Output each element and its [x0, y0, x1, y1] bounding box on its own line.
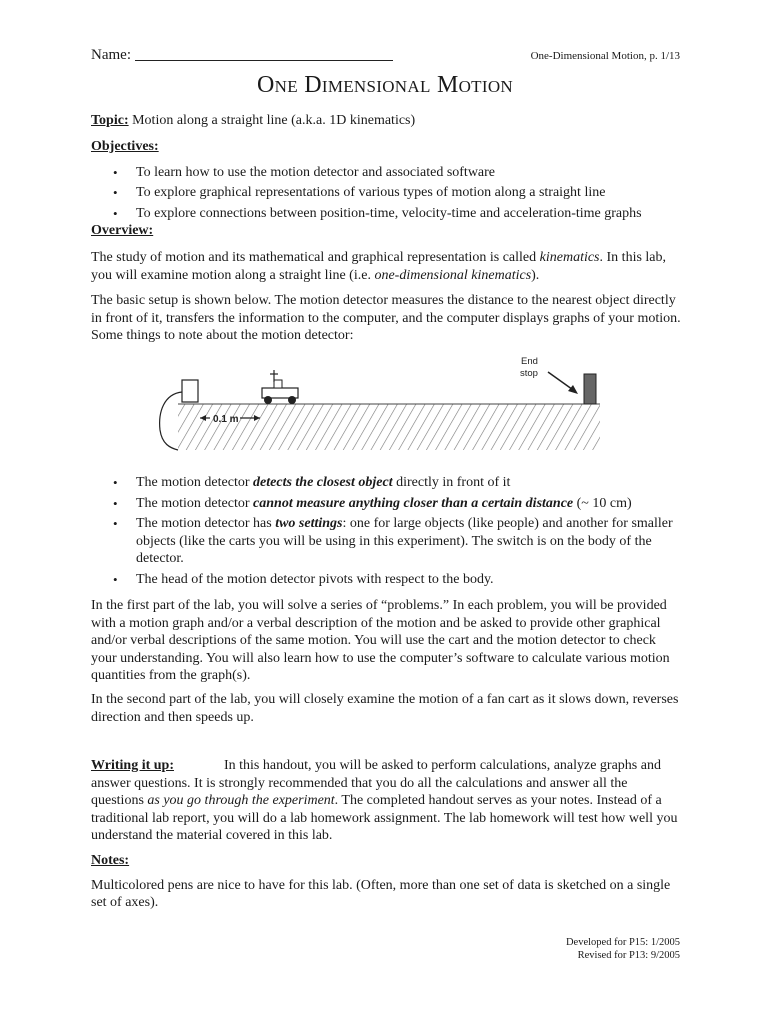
- part-two-paragraph: In the second part of the lab, you will closely examine the motion of a fan cart as it slows down, reverses direction and then speeds up.: [91, 692, 679, 725]
- topic-line: Topic: Motion along a straight line (a.k.a. 1D kinematics): [91, 113, 416, 128]
- notes-text: Multicolored pens are nice to have for this lab. (Often, more than one set of data is sketched on a single set of axes).: [91, 877, 671, 910]
- end-stop-block-icon: [584, 374, 596, 404]
- objectives-heading: Objectives:: [91, 139, 159, 154]
- end-stop-label-2: stop: [520, 368, 538, 379]
- list-item: • The motion detector has two settings: one for large objects (like people) and another for smaller objects (like the carts you will be using in this experiment). The switch is on the body of the detector.: [91, 515, 681, 568]
- motion-detector-icon: [182, 380, 198, 402]
- track-hatching: [178, 404, 600, 450]
- topic-heading: Topic:: [91, 113, 129, 128]
- detector-notes-section: [91, 474, 681, 588]
- page-footer: Developed for P15: 1/2005 Revised for P13: 9/2005: [565, 937, 680, 961]
- distance-label: 0.1 m: [213, 414, 239, 425]
- list-item: • The head of the motion detector pivots with respect to the body.: [91, 571, 681, 589]
- writing-heading: Writing it up:: [91, 758, 174, 773]
- motion-setup-diagram: [150, 352, 610, 462]
- overview-heading: Overview:: [91, 223, 154, 238]
- list-item: • To learn how to use the motion detector and associated software: [91, 163, 681, 184]
- page-title: ONE DIMENSIONAL MOTION: [257, 72, 513, 98]
- objectives-section: [91, 138, 681, 240]
- end-stop-label-1: End: [521, 356, 538, 367]
- objectives-list: [91, 163, 681, 225]
- overview-paragraph-2: The basic setup is shown below. The motion detector measures the distance to the nearest object directly in front of it, transfers the information to the computer, and the computer displays graphs of your motion. Some things to note about the motion detector:: [91, 293, 681, 343]
- writing-it-up-paragraph: Writing it up: In this handout, you will be asked to perform calculations, analyze graphs and answer questions. It is strongly recommended that you do all the calculations and answer all the questions as you go through the experiment. The completed handout serves as your notes. Instead of a traditional lab report, you will do a lab homework assignment. The lab homework will test how well you understand the material covered in this lab.: [91, 758, 678, 843]
- list-item: • The motion detector cannot measure anything closer than a certain distance (~ 10 cm): [91, 495, 681, 513]
- end-stop-arrow-icon: [548, 372, 578, 394]
- page-header-label: One-Dimensional Motion, p. 1/13: [530, 50, 680, 62]
- part-one-paragraph: In the first part of the lab, you will solve a series of “problems.” In each problem, you will be provided with a motion graph and/or a verbal description of the motion and be asked to provide other graphical and/or verbal descriptions of the same motion. You will use the cart and the motion detector to check your understanding. You will also learn how to use the computer’s software to calculate various motion quantities from the graph(s).: [91, 598, 670, 683]
- list-item: • To explore connections between position-time, velocity-time and acceleration-time graphs: [91, 204, 681, 225]
- name-blank-line: [135, 46, 393, 61]
- detector-notes-list: [91, 474, 681, 588]
- list-item: • To explore graphical representations of various types of motion along a straight line: [91, 183, 681, 204]
- notes-section: [91, 852, 681, 912]
- list-item: • The motion detector detects the closest object directly in front of it: [91, 474, 681, 492]
- cart-icon: [262, 370, 298, 404]
- name-field-label: Name:: [91, 46, 393, 64]
- notes-heading: Notes:: [91, 853, 130, 868]
- overview-paragraph-1: The study of motion and its mathematical and graphical representation is called kinematics. In this lab, you will examine motion along a straight line (i.e. one-dimensional kinematics).: [91, 250, 667, 283]
